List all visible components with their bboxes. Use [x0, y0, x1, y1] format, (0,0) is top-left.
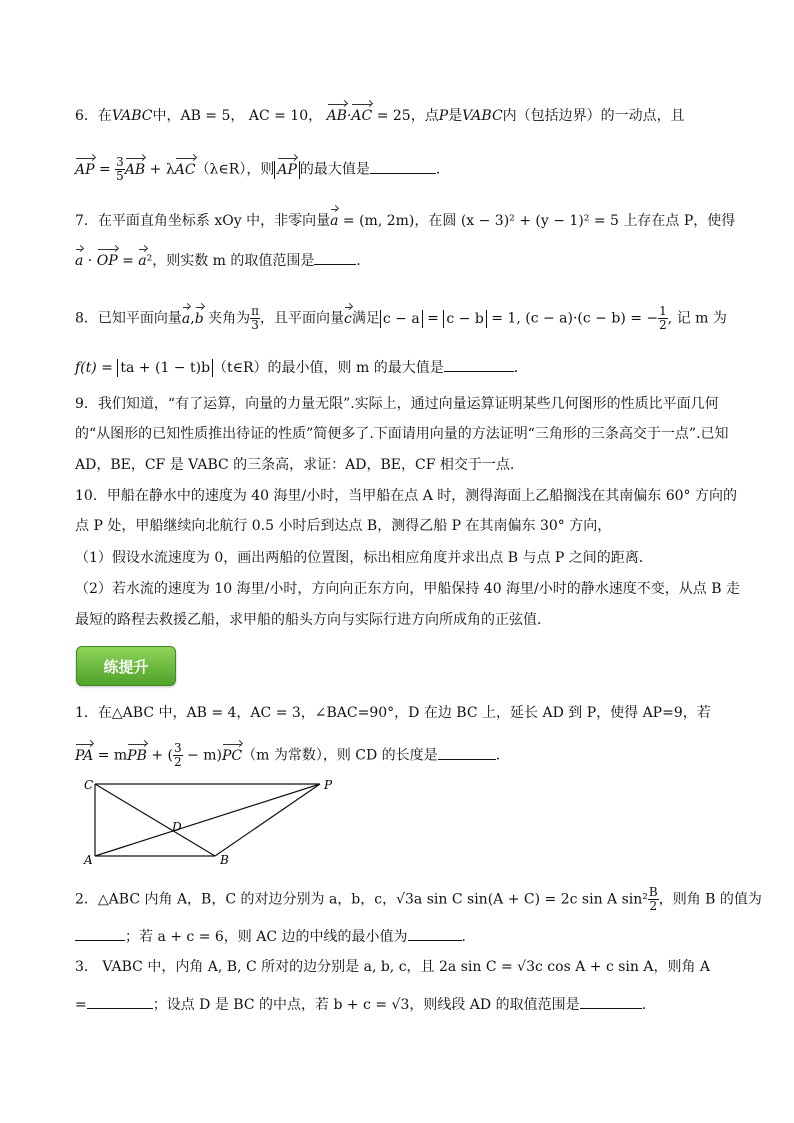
text: . [641, 997, 647, 1013]
numerator: 3 [173, 741, 182, 755]
text: 7．在平面直角坐标系 xOy 中，非零向量 [75, 213, 331, 229]
text: P [438, 108, 449, 124]
vector-c: c [344, 310, 352, 327]
practice-3-line-2 [75, 994, 725, 1014]
vector-b: b [194, 310, 204, 327]
problem-10-line-3: （1）假设水流速度为 0，画出两船的位置图，标出相应角度并求出点 B 与点 P 之间的距离． [75, 550, 653, 566]
label-a: A [84, 853, 93, 867]
denominator: 5 [116, 169, 124, 183]
section-badge [76, 646, 176, 686]
text: − m) [182, 747, 222, 764]
problem-10-line-2: 点 P 处，甲船继续向北航行 0.5 小时后到达点 B，测得乙船 P 在其南偏东 30° 方向， [75, 518, 612, 534]
practice-2-line-1 [75, 885, 762, 913]
label-p: P [324, 778, 333, 792]
text: , [190, 310, 195, 327]
text: 中，AB = 5， AC = 10， [152, 108, 323, 124]
vector-ap: AP [75, 161, 95, 178]
text: 夹角为 [203, 310, 251, 327]
answer-blank[interactable] [314, 250, 356, 265]
text: = m [93, 747, 128, 764]
text: ． [461, 929, 476, 945]
vector-pc: PC [221, 747, 243, 764]
practice-1-line-2 [75, 742, 725, 769]
answer-blank[interactable] [408, 926, 462, 941]
numerator: 3 [116, 155, 124, 169]
answer-blank[interactable] [75, 926, 125, 941]
problem-10-line-5: 最短的路程去救援乙船，求甲船的船头方向与实际行进方向所成角的正弦值． [75, 612, 551, 628]
numerator: 1 [659, 304, 667, 318]
practice-1-line-1: 1．在△ABC 中，AB = 4，AC = 3，∠BAC=90°，D 在边 BC 上，延长 AD 到 P，使得 AP=9，若 [75, 705, 711, 721]
text: , 记 m 为 [667, 310, 727, 327]
vector-ab: AB [124, 161, 146, 178]
label-b: B [220, 853, 229, 867]
label-c: C [84, 778, 94, 792]
problem-6-line-2 [75, 156, 725, 183]
text: 是 [448, 108, 463, 124]
problem-8-line-1 [75, 305, 725, 332]
denominator: 2 [659, 318, 667, 332]
numerator: π [251, 304, 260, 318]
answer-blank[interactable] [438, 745, 496, 760]
vector-ab: AB [326, 108, 347, 124]
practice-3-line-1: 3． VABC 中，内角 A, B, C 所对的边分别是 a, b, c，且 2a sin C = √3c cos A + c sin A，则角 A [75, 959, 711, 975]
text: · [83, 253, 97, 269]
segment-bp [215, 784, 320, 856]
text: ²，则实数 m 的取值范围是 [146, 253, 315, 269]
abs-value: c − b [443, 310, 486, 328]
numerator: B [648, 885, 658, 899]
fraction [250, 305, 260, 332]
text: = [117, 253, 139, 269]
vector-ap: AP [277, 161, 297, 178]
text: + ( [146, 747, 173, 764]
abs-value [274, 161, 300, 179]
vector-op: OP [96, 253, 118, 269]
text: = (m, 2m)，在圆 (x − 3)² + (y − 1)² = 5 上存在点 P，使得 [338, 213, 736, 229]
text: = [94, 161, 116, 178]
vector-pb: PB [127, 747, 147, 764]
denominator: 2 [649, 899, 658, 913]
abs-value: ta + (1 − t)b [117, 359, 213, 377]
text: 满足 [351, 310, 380, 327]
text: 2．△ABC 内角 A，B，C 的对边分别为 a，b，c，√3a sin C sin(A + C) = 2c sin A sin² [75, 891, 648, 908]
problem-7-line-1 [75, 212, 736, 230]
text: （λ∈R），则 [195, 161, 275, 178]
text: ． [495, 747, 510, 764]
answer-blank[interactable] [444, 357, 514, 372]
text: ；若 a + c = 6，则 AC 边的中线的最小值为 [125, 929, 408, 945]
problem-7-line-2 [75, 250, 725, 270]
denominator: 3 [251, 318, 259, 332]
text: VABC [111, 108, 153, 124]
text: （m 为常数），则 CD 的长度是 [242, 747, 438, 764]
segment-cb [95, 784, 215, 856]
label-d: D [172, 820, 182, 834]
text: ，则角 B 的值为 [658, 891, 762, 908]
fraction [115, 156, 125, 183]
fraction [173, 742, 183, 769]
text: ． [435, 161, 450, 178]
fraction [658, 305, 668, 332]
abs-value: c − a [380, 310, 423, 328]
text: 内（包括边界）的一动点，且 [502, 108, 685, 124]
text: ． [513, 360, 528, 376]
vector-a: a [181, 310, 191, 327]
vector-ac: AC [351, 108, 373, 124]
problem-6-line-1 [75, 107, 725, 125]
text: = [75, 997, 87, 1013]
text: （t∈R）的最小值，则 m 的最大值是 [213, 360, 444, 376]
text: f(t) = [75, 360, 118, 376]
text: ． [356, 253, 371, 269]
text: 8．已知平面向量 [75, 310, 182, 327]
text: ，且平面向量 [260, 310, 345, 327]
text: + λ [145, 161, 175, 178]
vector-a: a [330, 213, 339, 229]
segment-ap [95, 784, 320, 856]
denominator: 2 [173, 755, 182, 769]
fraction [648, 886, 659, 913]
text: · [346, 108, 352, 124]
geometry-figure [80, 776, 340, 868]
section-badge-label: 练提升 [103, 658, 149, 676]
text: VABC [462, 108, 503, 124]
vector-pa: PA [75, 747, 94, 764]
practice-2-line-2 [75, 926, 725, 946]
problem-9-line-1: 9．我们知道，“有了运算，向量的力量无限”.实际上，通过向量运算证明某些几何图形的性质比平面几何 [75, 396, 719, 412]
vector-a: a [75, 253, 84, 269]
text: = [422, 310, 444, 327]
text: = 25，点 [372, 108, 439, 124]
vector-a: a [138, 253, 147, 269]
text: 的最大值是 [299, 161, 370, 178]
text: ；设点 D 是 BC 的中点，若 b + c = √3，则线段 AD 的取值范围是 [152, 997, 580, 1013]
problem-10-line-1: 10．甲船在静水中的速度为 40 海里/小时，当甲船在点 A 时，测得海面上乙船搁浅在其南偏东 60° 方向的 [75, 488, 737, 504]
problem-9-line-2: 的“从图形的已知性质推出待证的性质”简便多了.下面请用向量的方法证明“三角形的三条高交于一点”.已知 [75, 426, 729, 442]
problem-8-line-2 [75, 357, 725, 377]
answer-blank[interactable] [580, 994, 642, 1009]
answer-blank[interactable] [370, 159, 436, 174]
problem-9-line-3: AD，BE，CF 是 VABC 的三条高，求证：AD，BE，CF 相交于一点. [75, 457, 515, 473]
text: 6．在 [75, 108, 112, 124]
vector-ac: AC [174, 161, 196, 178]
answer-blank[interactable] [87, 994, 153, 1009]
problem-10-line-4: （2）若水流的速度为 10 海里/小时，方向向正东方向，甲船保持 40 海里/小时的静水速度不变，从点 B 走 [75, 581, 740, 597]
text: = 1, (c − a)·(c − b) = − [486, 310, 659, 327]
